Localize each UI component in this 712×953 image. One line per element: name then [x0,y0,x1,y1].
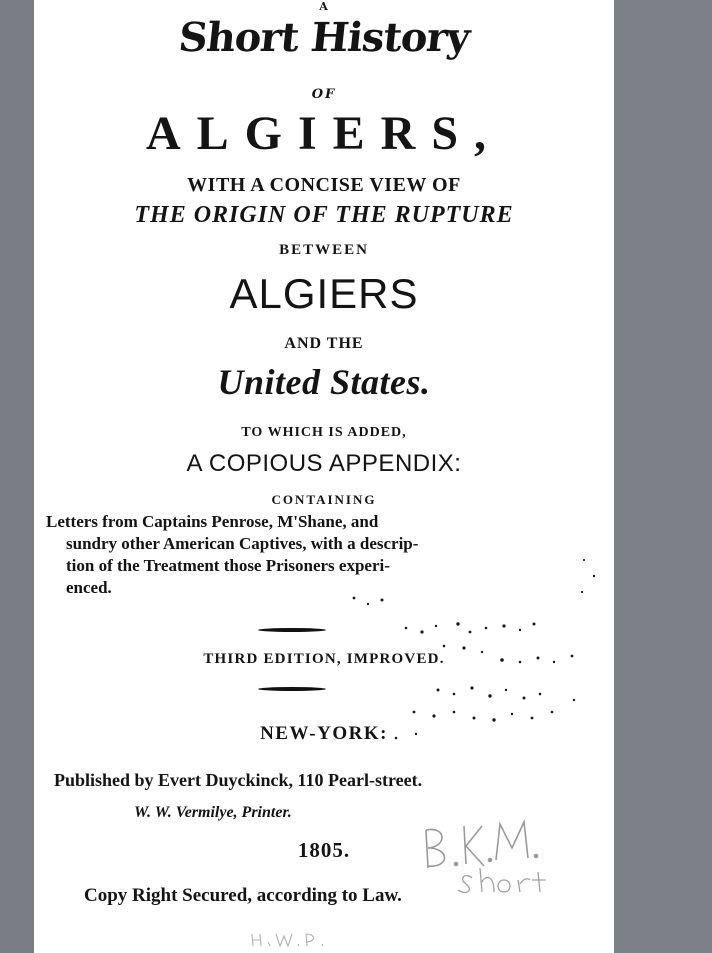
title-page [34,0,614,953]
pencil-mark-short [458,868,546,892]
subtitle-and-the: AND THE [284,335,364,352]
paragraph-line: sundry other American Captives, with a descrip- [66,534,419,553]
subtitle-copious-appendix: A COPIOUS APPENDIX: [186,450,462,477]
subtitle-united-states: United States. [217,362,431,402]
edition-line: THIRD EDITION, IMPROVED. [203,651,445,667]
handwritten-annotations [34,0,614,953]
imprint-printer: W. W. Vermilye, Printer. [134,804,292,821]
left-gray-border [0,0,34,953]
subtitle-origin-rupture: THE ORIGIN OF THE RUPTURE [134,202,514,228]
subtitle-to-which-added: TO WHICH IS ADDED, [241,425,407,440]
imprint-year: 1805. [297,838,351,862]
pencil-mark-bottom [252,934,323,946]
subtitle-algiers: ALGIERS [229,270,419,317]
paragraph-line: enced. [66,578,112,597]
bleed-through-dots [353,559,596,739]
subtitle-concise-view: WITH A CONCISE VIEW OF [187,174,461,196]
title-short-history: Short History [176,14,472,61]
paragraph-line: tion of the Treatment those Prisoners experi- [66,556,390,575]
title-algiers: ALGIERS, [145,107,503,160]
imprint-place: NEW-YORK: [260,723,388,744]
title-of: OF [311,87,337,102]
title-article: A [319,0,329,13]
imprint-publisher: Published by Evert Duyckinck, 110 Pearl-street. [54,770,423,790]
subtitle-containing: CONTAINING [271,492,377,507]
right-gray-border [614,0,712,953]
subtitle-between: BETWEEN [279,242,369,258]
pencil-mark-bkm [426,822,538,868]
copyright-line: Copy Right Secured, according to Law. [84,885,402,906]
paragraph-line: Letters from Captains Penrose, M'Shane, and [46,512,379,531]
